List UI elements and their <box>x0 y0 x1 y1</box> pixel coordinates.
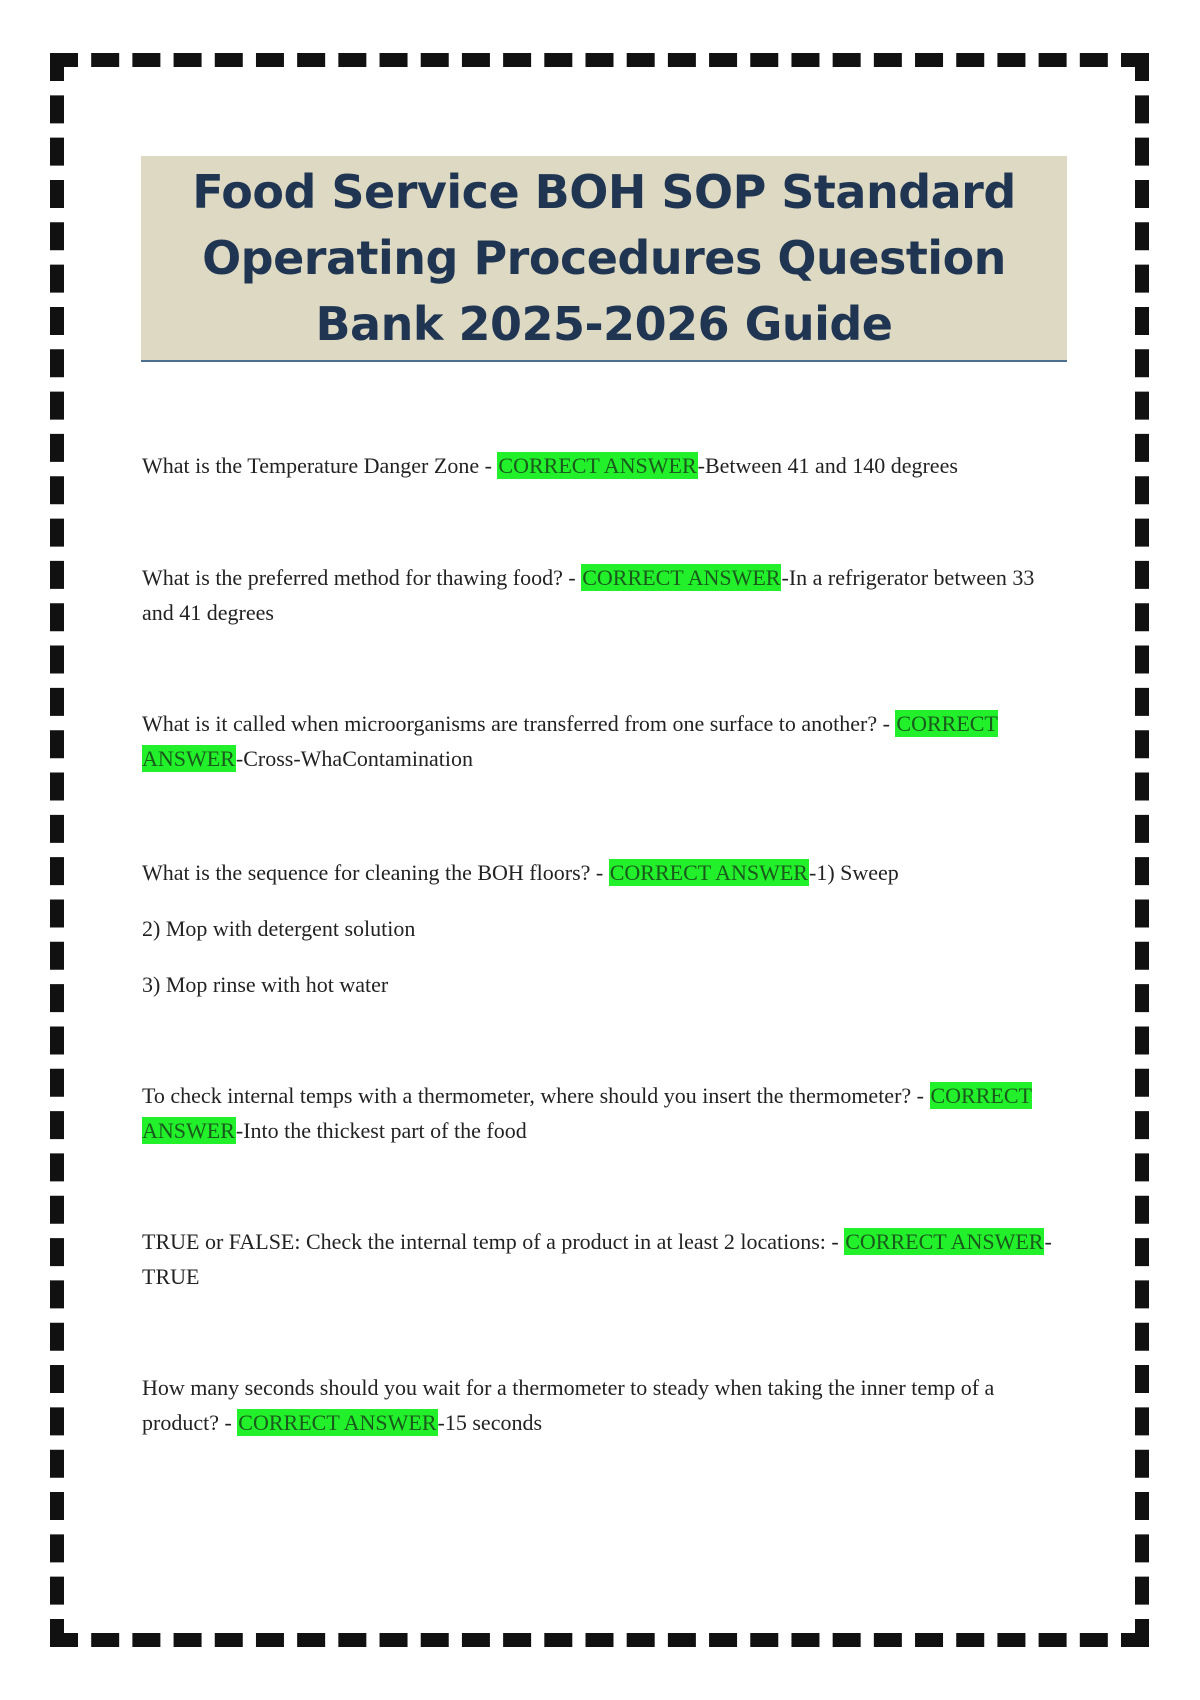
qa-item-2 <box>142 560 1062 630</box>
answer-text: 1) Sweep <box>816 860 899 885</box>
question-text: What is it called when microorganisms are transferred from one surface to another? - <box>142 711 896 736</box>
answer-separator: - <box>1044 1229 1052 1254</box>
qa-paragraph <box>142 560 1062 630</box>
correct-answer-highlight: CORRECT ANSWER <box>609 860 808 885</box>
question-text: What is the preferred method for thawing food? - <box>142 565 582 590</box>
answer-separator: - <box>808 860 817 885</box>
correct-answer-highlight: CORRECT ANSWER <box>238 1410 437 1435</box>
title-banner <box>141 156 1067 362</box>
answer-step-2: 2) Mop with detergent solution <box>142 916 416 941</box>
qa-item-6 <box>142 1224 1062 1294</box>
correct-answer-highlight: CORRECT ANSWER <box>498 453 697 478</box>
qa-paragraph <box>142 1370 1062 1440</box>
answer-text: Between 41 and 140 degrees <box>704 453 958 478</box>
qa-item-7 <box>142 1370 1062 1440</box>
qa-paragraph <box>142 1224 1062 1294</box>
answer-step-3: 3) Mop rinse with hot water <box>142 972 389 997</box>
answer-separator: - <box>235 1118 244 1143</box>
answer-separator: - <box>781 565 789 590</box>
answer-separator: - <box>235 746 244 771</box>
answer-text: In a refrigerator between 33 and 41 degrees <box>142 565 1035 625</box>
qa-item-1 <box>142 448 1062 483</box>
qa-item-3 <box>142 706 1062 776</box>
qa-paragraph <box>142 1078 1062 1148</box>
correct-answer-highlight: CORRECT ANSWER <box>142 711 998 771</box>
qa-item-5 <box>142 1078 1062 1148</box>
qa-paragraph <box>142 855 1062 890</box>
qa-paragraph <box>142 706 1062 776</box>
correct-answer-highlight: CORRECT ANSWER <box>582 565 781 590</box>
answer-text: Into the thickest part of the food <box>243 1118 527 1143</box>
correct-answer-highlight: CORRECT ANSWER <box>845 1229 1044 1254</box>
answer-separator: - <box>437 1410 445 1435</box>
answer-separator: - <box>697 453 705 478</box>
answer-text: TRUE <box>142 1264 200 1289</box>
question-text: How many seconds should you wait for a thermometer to steady when taking the inner temp of a product? - <box>142 1375 995 1435</box>
question-text: To check internal temps with a thermometer, where should you insert the thermometer? - <box>142 1083 930 1108</box>
question-text: TRUE or FALSE: Check the internal temp of a product in at least 2 locations: - <box>142 1229 845 1254</box>
qa-paragraph <box>142 448 1062 483</box>
question-text: What is the Temperature Danger Zone - <box>142 453 498 478</box>
qa-item-4 <box>142 855 1062 1002</box>
answer-text: Cross-WhaContamination <box>243 746 473 771</box>
question-text: What is the sequence for cleaning the BOH floors? - <box>142 860 609 885</box>
document-title: Food Service BOH SOP Standard Operating Procedures Question Bank 2025-2026 Guide <box>192 165 1016 351</box>
correct-answer-highlight: CORRECT ANSWER <box>142 1083 1032 1143</box>
answer-text: 15 seconds <box>444 1410 543 1435</box>
